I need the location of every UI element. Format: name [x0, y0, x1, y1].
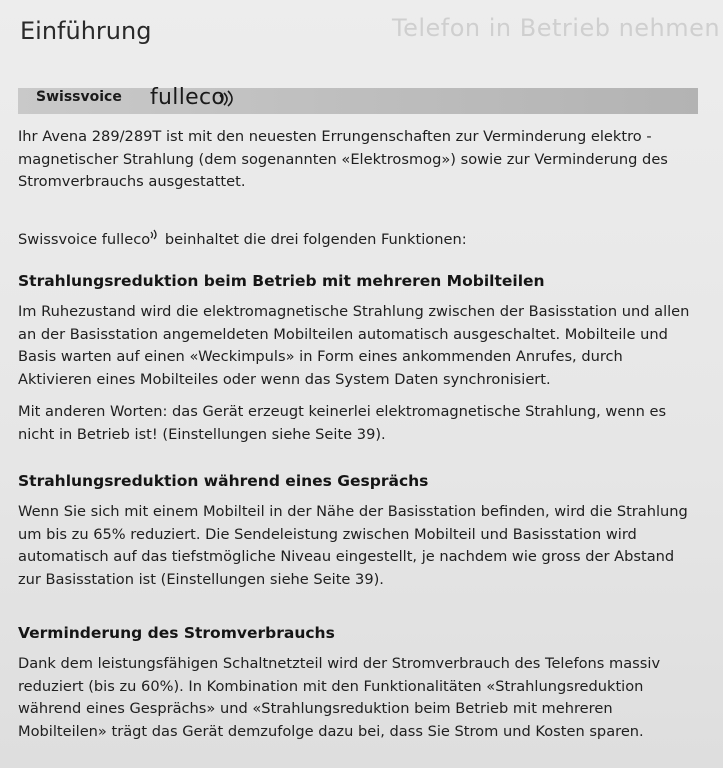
- section-body: Im Ruhezustand wird die elektromagnetische Strahlung zwischen der Basisstation und allen an der Basisstation angemeldeten Mobilteilen automatisch ausgeschaltet. Mobilteile und Basis warten auf einen «Weckimpuls» in Form eines ankommenden Anrufes, durch Aktivieren eines Mobilteiles oder wenn das System Daten synchronisiert.: [18, 303, 690, 388]
- section-heading: Strahlungsreduktion während eines Gesprächs: [18, 472, 429, 490]
- brand-eco-logo: fulleco: [150, 85, 226, 110]
- features-brand: Swissvoice: [18, 231, 98, 248]
- signal-wave-icon: [218, 89, 234, 107]
- section-body: Mit anderen Worten: das Gerät erzeugt keinerlei elektromagnetische Strahlung, wenn es nicht in Betrieb ist! (Einstellungen siehe Seite 39).: [18, 403, 667, 443]
- section-heading: Verminderung des Stromverbrauchs: [18, 624, 335, 642]
- page-title: Einführung: [20, 17, 152, 45]
- signal-wave-icon: [150, 229, 160, 240]
- intro-paragraph: Ihr Avena 289/289T ist mit den neuesten Errungenschaften zur Verminderung elektro - magnetischer Strahlung (dem sogenannten «Elektrosmog») sowie zur Verminderung des Stromverbrauchs ausgestattet.: [18, 128, 668, 190]
- bleed-through-text: Telefon in Betrieb nehmen: [392, 14, 721, 42]
- section-body: Wenn Sie sich mit einem Mobilteil in der Nähe der Basisstation befinden, wird die Strahlung um bis zu 65% reduziert. Die Sendeleistung zwischen Mobilteil und Basisstation wird automatisch auf das tiefstmögliche Niveau eingestellt, je nachdem wie gross der Abstand zur Basisstation ist (Einstellungen siehe Seite 39).: [18, 503, 688, 588]
- features-eco-logo: fulleco: [101, 231, 151, 248]
- brand-banner: [18, 85, 698, 114]
- features-intro: [18, 229, 698, 252]
- features-text: beinhaltet die drei folgenden Funktionen:: [164, 231, 467, 248]
- brand-name: Swissvoice: [36, 89, 122, 105]
- section-body: Dank dem leistungsfähigen Schaltnetzteil wird der Stromverbrauch des Telefons massiv reduziert (bis zu 60%). In Kombination mit den Funktionalitäten «Strahlungsreduktion während eines Gesprächs» und «Strahlungsreduktion beim Betrieb mit mehreren Mobilteilen» trägt das Gerät demzufolge dazu bei, dass Sie Strom und Kosten sparen.: [18, 655, 661, 740]
- section-heading: Strahlungsreduktion beim Betrieb mit mehreren Mobilteilen: [18, 272, 545, 290]
